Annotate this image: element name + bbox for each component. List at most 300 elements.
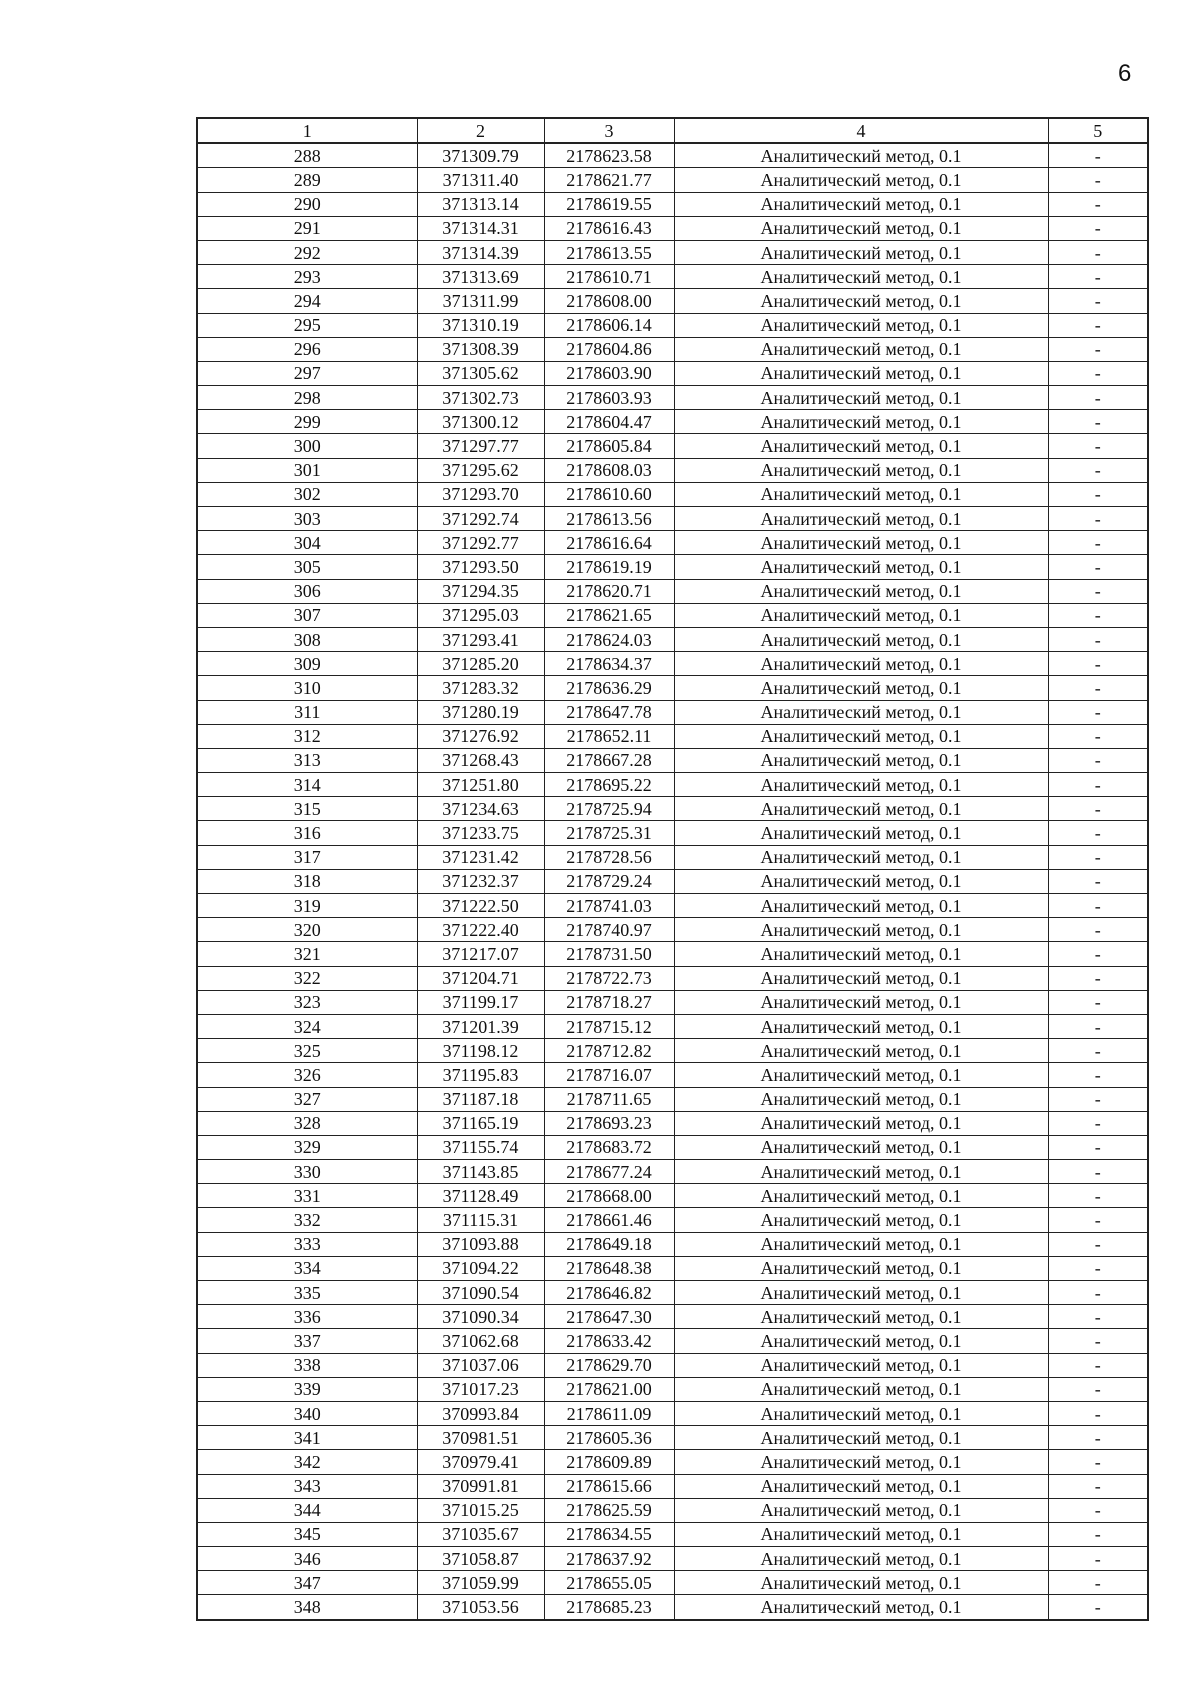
point-number-cell: 303 [197, 507, 417, 531]
y-coordinate-cell: 2178609.89 [544, 1450, 674, 1474]
x-coordinate-cell: 371195.83 [417, 1063, 544, 1087]
table-row [197, 579, 1148, 603]
point-number-cell: 341 [197, 1426, 417, 1450]
method-cell: Аналитический метод, 0.1 [674, 700, 1048, 724]
note-cell: - [1048, 1014, 1148, 1038]
y-coordinate-cell: 2178667.28 [544, 748, 674, 772]
point-number-cell: 335 [197, 1281, 417, 1305]
y-coordinate-cell: 2178633.42 [544, 1329, 674, 1353]
table-row [197, 240, 1148, 264]
coordinates-table-container [196, 117, 1149, 1621]
y-coordinate-cell: 2178647.78 [544, 700, 674, 724]
table-row [197, 1450, 1148, 1474]
table-row [197, 313, 1148, 337]
y-coordinate-cell: 2178722.73 [544, 966, 674, 990]
x-coordinate-cell: 371143.85 [417, 1160, 544, 1184]
table-row [197, 1014, 1148, 1038]
method-cell: Аналитический метод, 0.1 [674, 1184, 1048, 1208]
method-cell: Аналитический метод, 0.1 [674, 845, 1048, 869]
note-cell: - [1048, 676, 1148, 700]
table-row [197, 168, 1148, 192]
method-cell: Аналитический метод, 0.1 [674, 361, 1048, 385]
method-cell: Аналитический метод, 0.1 [674, 1208, 1048, 1232]
table-row [197, 1256, 1148, 1280]
table-row [197, 1184, 1148, 1208]
note-cell: - [1048, 1039, 1148, 1063]
y-coordinate-cell: 2178685.23 [544, 1595, 674, 1620]
method-cell: Аналитический метод, 0.1 [674, 1111, 1048, 1135]
note-cell: - [1048, 1450, 1148, 1474]
y-coordinate-cell: 2178616.64 [544, 531, 674, 555]
table-row [197, 1353, 1148, 1377]
note-cell: - [1048, 1305, 1148, 1329]
y-coordinate-cell: 2178683.72 [544, 1135, 674, 1159]
method-cell: Аналитический метод, 0.1 [674, 1401, 1048, 1425]
point-number-cell: 307 [197, 603, 417, 627]
y-coordinate-cell: 2178740.97 [544, 918, 674, 942]
point-number-cell: 345 [197, 1522, 417, 1546]
note-cell: - [1048, 1087, 1148, 1111]
x-coordinate-cell: 370979.41 [417, 1450, 544, 1474]
x-coordinate-cell: 371292.74 [417, 507, 544, 531]
x-coordinate-cell: 371292.77 [417, 531, 544, 555]
x-coordinate-cell: 371017.23 [417, 1377, 544, 1401]
table-row [197, 627, 1148, 651]
y-coordinate-cell: 2178725.31 [544, 821, 674, 845]
note-cell: - [1048, 773, 1148, 797]
point-number-cell: 319 [197, 894, 417, 918]
y-coordinate-cell: 2178623.58 [544, 143, 674, 168]
point-number-cell: 344 [197, 1498, 417, 1522]
method-cell: Аналитический метод, 0.1 [674, 894, 1048, 918]
point-number-cell: 322 [197, 966, 417, 990]
note-cell: - [1048, 1208, 1148, 1232]
x-coordinate-cell: 371234.63 [417, 797, 544, 821]
x-coordinate-cell: 371128.49 [417, 1184, 544, 1208]
point-number-cell: 324 [197, 1014, 417, 1038]
point-number-cell: 312 [197, 724, 417, 748]
method-cell: Аналитический метод, 0.1 [674, 724, 1048, 748]
y-coordinate-cell: 2178604.47 [544, 410, 674, 434]
method-cell: Аналитический метод, 0.1 [674, 627, 1048, 651]
point-number-cell: 289 [197, 168, 417, 192]
point-number-cell: 338 [197, 1353, 417, 1377]
note-cell: - [1048, 1111, 1148, 1135]
x-coordinate-cell: 371280.19 [417, 700, 544, 724]
method-cell: Аналитический метод, 0.1 [674, 1595, 1048, 1620]
method-cell: Аналитический метод, 0.1 [674, 240, 1048, 264]
y-coordinate-cell: 2178725.94 [544, 797, 674, 821]
method-cell: Аналитический метод, 0.1 [674, 1450, 1048, 1474]
table-row [197, 1498, 1148, 1522]
point-number-cell: 333 [197, 1232, 417, 1256]
note-cell: - [1048, 507, 1148, 531]
table-row [197, 1547, 1148, 1571]
method-cell: Аналитический метод, 0.1 [674, 482, 1048, 506]
method-cell: Аналитический метод, 0.1 [674, 748, 1048, 772]
table-row [197, 337, 1148, 361]
x-coordinate-cell: 371062.68 [417, 1329, 544, 1353]
point-number-cell: 302 [197, 482, 417, 506]
y-coordinate-cell: 2178634.37 [544, 652, 674, 676]
point-number-cell: 305 [197, 555, 417, 579]
x-coordinate-cell: 371309.79 [417, 143, 544, 168]
table-row [197, 797, 1148, 821]
x-coordinate-cell: 371059.99 [417, 1571, 544, 1595]
note-cell: - [1048, 652, 1148, 676]
table-row [197, 1305, 1148, 1329]
x-coordinate-cell: 371199.17 [417, 990, 544, 1014]
x-coordinate-cell: 371313.14 [417, 192, 544, 216]
note-cell: - [1048, 821, 1148, 845]
y-coordinate-cell: 2178603.93 [544, 386, 674, 410]
method-cell: Аналитический метод, 0.1 [674, 386, 1048, 410]
method-cell: Аналитический метод, 0.1 [674, 1281, 1048, 1305]
y-coordinate-cell: 2178608.00 [544, 289, 674, 313]
x-coordinate-cell: 371058.87 [417, 1547, 544, 1571]
note-cell: - [1048, 1571, 1148, 1595]
note-cell: - [1048, 797, 1148, 821]
point-number-cell: 340 [197, 1401, 417, 1425]
point-number-cell: 315 [197, 797, 417, 821]
point-number-cell: 308 [197, 627, 417, 651]
table-row [197, 507, 1148, 531]
note-cell: - [1048, 531, 1148, 555]
method-cell: Аналитический метод, 0.1 [674, 966, 1048, 990]
point-number-cell: 309 [197, 652, 417, 676]
note-cell: - [1048, 1353, 1148, 1377]
method-cell: Аналитический метод, 0.1 [674, 1377, 1048, 1401]
y-coordinate-cell: 2178629.70 [544, 1353, 674, 1377]
table-row [197, 894, 1148, 918]
table-row [197, 1208, 1148, 1232]
note-cell: - [1048, 1401, 1148, 1425]
x-coordinate-cell: 371268.43 [417, 748, 544, 772]
table-row [197, 724, 1148, 748]
method-cell: Аналитический метод, 0.1 [674, 869, 1048, 893]
method-cell: Аналитический метод, 0.1 [674, 603, 1048, 627]
x-coordinate-cell: 371115.31 [417, 1208, 544, 1232]
table-row [197, 966, 1148, 990]
y-coordinate-cell: 2178619.19 [544, 555, 674, 579]
table-row [197, 1329, 1148, 1353]
note-cell: - [1048, 942, 1148, 966]
y-coordinate-cell: 2178615.66 [544, 1474, 674, 1498]
y-coordinate-cell: 2178619.55 [544, 192, 674, 216]
point-number-cell: 326 [197, 1063, 417, 1087]
table-row [197, 1571, 1148, 1595]
point-number-cell: 296 [197, 337, 417, 361]
y-coordinate-cell: 2178741.03 [544, 894, 674, 918]
table-row [197, 869, 1148, 893]
header-cell-5: 5 [1048, 118, 1148, 143]
table-row [197, 216, 1148, 240]
point-number-cell: 343 [197, 1474, 417, 1498]
method-cell: Аналитический метод, 0.1 [674, 1329, 1048, 1353]
x-coordinate-cell: 371201.39 [417, 1014, 544, 1038]
point-number-cell: 336 [197, 1305, 417, 1329]
header-cell-3: 3 [544, 118, 674, 143]
method-cell: Аналитический метод, 0.1 [674, 507, 1048, 531]
point-number-cell: 306 [197, 579, 417, 603]
table-row [197, 918, 1148, 942]
point-number-cell: 337 [197, 1329, 417, 1353]
note-cell: - [1048, 434, 1148, 458]
table-row [197, 942, 1148, 966]
table-row [197, 845, 1148, 869]
table-row [197, 990, 1148, 1014]
method-cell: Аналитический метод, 0.1 [674, 990, 1048, 1014]
note-cell: - [1048, 1426, 1148, 1450]
point-number-cell: 294 [197, 289, 417, 313]
x-coordinate-cell: 371314.39 [417, 240, 544, 264]
table-body [197, 143, 1148, 1619]
note-cell: - [1048, 1184, 1148, 1208]
table-row [197, 531, 1148, 555]
table-row [197, 1401, 1148, 1425]
point-number-cell: 327 [197, 1087, 417, 1111]
header-cell-1: 1 [197, 118, 417, 143]
y-coordinate-cell: 2178636.29 [544, 676, 674, 700]
note-cell: - [1048, 458, 1148, 482]
y-coordinate-cell: 2178711.65 [544, 1087, 674, 1111]
table-row [197, 361, 1148, 385]
x-coordinate-cell: 371305.62 [417, 361, 544, 385]
method-cell: Аналитический метод, 0.1 [674, 918, 1048, 942]
y-coordinate-cell: 2178621.65 [544, 603, 674, 627]
table-row [197, 1087, 1148, 1111]
table-row [197, 1160, 1148, 1184]
method-cell: Аналитический метод, 0.1 [674, 1474, 1048, 1498]
method-cell: Аналитический метод, 0.1 [674, 143, 1048, 168]
point-number-cell: 297 [197, 361, 417, 385]
table-row [197, 652, 1148, 676]
note-cell: - [1048, 918, 1148, 942]
y-coordinate-cell: 2178616.43 [544, 216, 674, 240]
table-row [197, 1232, 1148, 1256]
method-cell: Аналитический метод, 0.1 [674, 1426, 1048, 1450]
y-coordinate-cell: 2178610.60 [544, 482, 674, 506]
note-cell: - [1048, 748, 1148, 772]
x-coordinate-cell: 371313.69 [417, 265, 544, 289]
point-number-cell: 330 [197, 1160, 417, 1184]
table-row [197, 748, 1148, 772]
table-row [197, 192, 1148, 216]
note-cell: - [1048, 289, 1148, 313]
x-coordinate-cell: 371314.31 [417, 216, 544, 240]
header-cell-2: 2 [417, 118, 544, 143]
note-cell: - [1048, 1595, 1148, 1620]
table-row [197, 1522, 1148, 1546]
method-cell: Аналитический метод, 0.1 [674, 1039, 1048, 1063]
x-coordinate-cell: 371251.80 [417, 773, 544, 797]
x-coordinate-cell: 371231.42 [417, 845, 544, 869]
x-coordinate-cell: 371015.25 [417, 1498, 544, 1522]
x-coordinate-cell: 370991.81 [417, 1474, 544, 1498]
method-cell: Аналитический метод, 0.1 [674, 1305, 1048, 1329]
note-cell: - [1048, 265, 1148, 289]
method-cell: Аналитический метод, 0.1 [674, 1353, 1048, 1377]
x-coordinate-cell: 371311.99 [417, 289, 544, 313]
note-cell: - [1048, 990, 1148, 1014]
coordinates-table [196, 117, 1149, 1621]
table-row [197, 1111, 1148, 1135]
method-cell: Аналитический метод, 0.1 [674, 1135, 1048, 1159]
x-coordinate-cell: 371293.41 [417, 627, 544, 651]
y-coordinate-cell: 2178661.46 [544, 1208, 674, 1232]
point-number-cell: 323 [197, 990, 417, 1014]
y-coordinate-cell: 2178637.92 [544, 1547, 674, 1571]
point-number-cell: 317 [197, 845, 417, 869]
method-cell: Аналитический метод, 0.1 [674, 1232, 1048, 1256]
note-cell: - [1048, 482, 1148, 506]
y-coordinate-cell: 2178695.22 [544, 773, 674, 797]
note-cell: - [1048, 386, 1148, 410]
method-cell: Аналитический метод, 0.1 [674, 313, 1048, 337]
x-coordinate-cell: 371094.22 [417, 1256, 544, 1280]
y-coordinate-cell: 2178603.90 [544, 361, 674, 385]
table-row [197, 1474, 1148, 1498]
point-number-cell: 331 [197, 1184, 417, 1208]
x-coordinate-cell: 371294.35 [417, 579, 544, 603]
table-row [197, 1135, 1148, 1159]
y-coordinate-cell: 2178646.82 [544, 1281, 674, 1305]
y-coordinate-cell: 2178649.18 [544, 1232, 674, 1256]
table-header-row [197, 118, 1148, 143]
method-cell: Аналитический метод, 0.1 [674, 1522, 1048, 1546]
point-number-cell: 348 [197, 1595, 417, 1620]
y-coordinate-cell: 2178693.23 [544, 1111, 674, 1135]
note-cell: - [1048, 1522, 1148, 1546]
x-coordinate-cell: 371165.19 [417, 1111, 544, 1135]
method-cell: Аналитический метод, 0.1 [674, 265, 1048, 289]
point-number-cell: 316 [197, 821, 417, 845]
note-cell: - [1048, 966, 1148, 990]
method-cell: Аналитический метод, 0.1 [674, 1014, 1048, 1038]
table-row [197, 482, 1148, 506]
note-cell: - [1048, 1160, 1148, 1184]
y-coordinate-cell: 2178610.71 [544, 265, 674, 289]
x-coordinate-cell: 371093.88 [417, 1232, 544, 1256]
table-row [197, 773, 1148, 797]
point-number-cell: 288 [197, 143, 417, 168]
y-coordinate-cell: 2178652.11 [544, 724, 674, 748]
point-number-cell: 299 [197, 410, 417, 434]
x-coordinate-cell: 371233.75 [417, 821, 544, 845]
table-row [197, 700, 1148, 724]
table-row [197, 1063, 1148, 1087]
note-cell: - [1048, 845, 1148, 869]
x-coordinate-cell: 371204.71 [417, 966, 544, 990]
method-cell: Аналитический метод, 0.1 [674, 1571, 1048, 1595]
y-coordinate-cell: 2178728.56 [544, 845, 674, 869]
y-coordinate-cell: 2178712.82 [544, 1039, 674, 1063]
x-coordinate-cell: 371155.74 [417, 1135, 544, 1159]
y-coordinate-cell: 2178604.86 [544, 337, 674, 361]
table-row [197, 289, 1148, 313]
method-cell: Аналитический метод, 0.1 [674, 821, 1048, 845]
table-row [197, 1377, 1148, 1401]
table-row [197, 603, 1148, 627]
y-coordinate-cell: 2178608.03 [544, 458, 674, 482]
note-cell: - [1048, 240, 1148, 264]
note-cell: - [1048, 555, 1148, 579]
method-cell: Аналитический метод, 0.1 [674, 1087, 1048, 1111]
point-number-cell: 325 [197, 1039, 417, 1063]
y-coordinate-cell: 2178715.12 [544, 1014, 674, 1038]
y-coordinate-cell: 2178668.00 [544, 1184, 674, 1208]
table-row [197, 143, 1148, 168]
table-row [197, 434, 1148, 458]
method-cell: Аналитический метод, 0.1 [674, 1547, 1048, 1571]
x-coordinate-cell: 371217.07 [417, 942, 544, 966]
y-coordinate-cell: 2178731.50 [544, 942, 674, 966]
x-coordinate-cell: 371053.56 [417, 1595, 544, 1620]
note-cell: - [1048, 1232, 1148, 1256]
point-number-cell: 339 [197, 1377, 417, 1401]
note-cell: - [1048, 192, 1148, 216]
point-number-cell: 334 [197, 1256, 417, 1280]
table-row [197, 458, 1148, 482]
y-coordinate-cell: 2178613.56 [544, 507, 674, 531]
x-coordinate-cell: 371035.67 [417, 1522, 544, 1546]
point-number-cell: 347 [197, 1571, 417, 1595]
note-cell: - [1048, 361, 1148, 385]
x-coordinate-cell: 371293.70 [417, 482, 544, 506]
note-cell: - [1048, 603, 1148, 627]
method-cell: Аналитический метод, 0.1 [674, 773, 1048, 797]
x-coordinate-cell: 371037.06 [417, 1353, 544, 1377]
method-cell: Аналитический метод, 0.1 [674, 531, 1048, 555]
point-number-cell: 321 [197, 942, 417, 966]
x-coordinate-cell: 371293.50 [417, 555, 544, 579]
x-coordinate-cell: 371222.50 [417, 894, 544, 918]
x-coordinate-cell: 371090.34 [417, 1305, 544, 1329]
note-cell: - [1048, 410, 1148, 434]
point-number-cell: 320 [197, 918, 417, 942]
method-cell: Аналитический метод, 0.1 [674, 192, 1048, 216]
y-coordinate-cell: 2178624.03 [544, 627, 674, 651]
table-row [197, 1039, 1148, 1063]
y-coordinate-cell: 2178648.38 [544, 1256, 674, 1280]
y-coordinate-cell: 2178620.71 [544, 579, 674, 603]
y-coordinate-cell: 2178606.14 [544, 313, 674, 337]
note-cell: - [1048, 1474, 1148, 1498]
table-row [197, 265, 1148, 289]
point-number-cell: 328 [197, 1111, 417, 1135]
x-coordinate-cell: 370993.84 [417, 1401, 544, 1425]
note-cell: - [1048, 1498, 1148, 1522]
point-number-cell: 291 [197, 216, 417, 240]
note-cell: - [1048, 627, 1148, 651]
y-coordinate-cell: 2178605.36 [544, 1426, 674, 1450]
note-cell: - [1048, 1135, 1148, 1159]
method-cell: Аналитический метод, 0.1 [674, 555, 1048, 579]
note-cell: - [1048, 1547, 1148, 1571]
method-cell: Аналитический метод, 0.1 [674, 1063, 1048, 1087]
point-number-cell: 300 [197, 434, 417, 458]
x-coordinate-cell: 371222.40 [417, 918, 544, 942]
y-coordinate-cell: 2178621.00 [544, 1377, 674, 1401]
table-row [197, 1281, 1148, 1305]
point-number-cell: 310 [197, 676, 417, 700]
x-coordinate-cell: 371302.73 [417, 386, 544, 410]
note-cell: - [1048, 1377, 1148, 1401]
note-cell: - [1048, 313, 1148, 337]
x-coordinate-cell: 371232.37 [417, 869, 544, 893]
note-cell: - [1048, 143, 1148, 168]
point-number-cell: 318 [197, 869, 417, 893]
